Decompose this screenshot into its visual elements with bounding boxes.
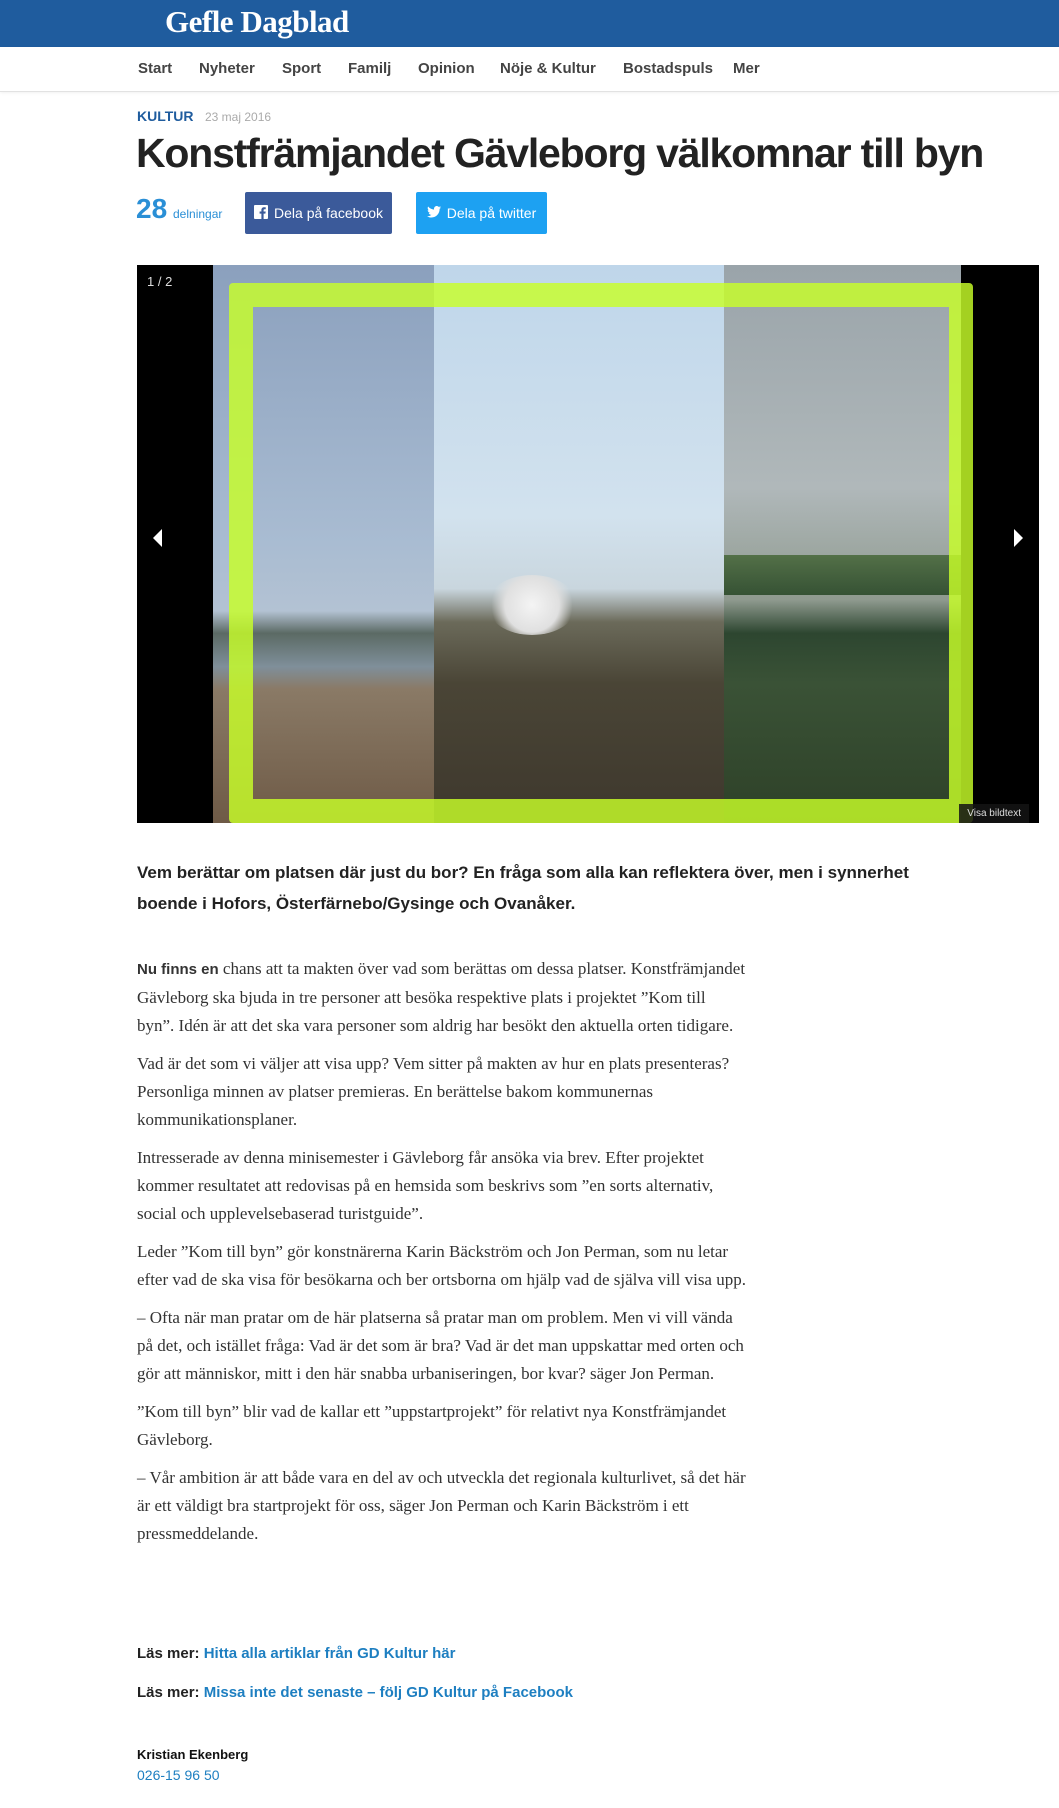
nav-item-opinion[interactable]: Opinion [418, 60, 475, 77]
facebook-icon [254, 205, 268, 222]
body-paragraph: ”Kom till byn” blir vad de kallar ett ”uppstartprojekt” för relativt nya Konstfrämjandet Gävleborg. [137, 1402, 727, 1449]
read-more-prefix: Läs mer: [137, 1684, 200, 1701]
main-nav [0, 47, 1059, 92]
body-paragraph: Vad är det som vi väljer att visa upp? Vem sitter på makten av hur en plats presenteras? Personliga minnen av platser premieras. En berättelse bakom kommunernas kommunikationsplaner. [137, 1054, 730, 1129]
article-title: Konstfrämjandet Gävleborg välkomnar till byn [136, 130, 984, 176]
gallery-counter: 1 / 2 [147, 274, 173, 289]
publish-date: 23 maj 2016 [205, 110, 272, 124]
arrow-right-icon [1013, 528, 1025, 553]
body-paragraph: – Vår ambition är att både vara en del av och utveckla det regionala kulturlivet, så det här är ett väldigt bra startprojekt för oss, säger Jon Perman och Karin Bäckström i ett pressmeddelande. [137, 1468, 746, 1543]
site-logo[interactable]: Gefle Dagblad [165, 4, 349, 39]
read-more-link-kultur[interactable]: Hitta alla artiklar från GD Kultur här [203, 1645, 456, 1662]
nav-item-mer[interactable]: Mer [733, 60, 760, 77]
nav-item-familj[interactable]: Familj [348, 60, 392, 77]
read-more-link-facebook[interactable]: Missa inte det senaste – följ GD Kultur på Facebook [203, 1684, 573, 1701]
section-label[interactable]: KULTUR [137, 108, 194, 124]
arrow-left-icon [151, 528, 163, 553]
read-more-facebook [137, 1684, 573, 1701]
author-name: Kristian Ekenberg [137, 1747, 249, 1762]
body-paragraph: Leder ”Kom till byn” gör konstnärerna Karin Bäckström och Jon Perman, som nu letar efter vad de ska visa för besökarna och ber ortsborna om hjälp vad de själva vill visa upp. [137, 1242, 746, 1289]
share-count-label: delningar [173, 207, 223, 221]
image-gallery[interactable] [137, 265, 1039, 823]
article-body [137, 955, 747, 1558]
share-twitter-label: Dela på twitter [446, 205, 537, 221]
gallery-next-button[interactable] [999, 515, 1039, 565]
body-paragraph-text: chans att ta makten över vad som berättas om dessa platser. Konstfrämjandet Gävleborg ska bjuda in tre personer att besöka respektive plats i projektet ”Kom till byn”. Idén är att det ska vara personer som aldrig har besökt den aktuella orten tidigare. [137, 959, 746, 1035]
body-paragraph [137, 955, 747, 1040]
article-lead: Vem berättar om platsen där just du bor? En fråga som alla kan reflektera över, men i synnerhet boende i Hofors, Österfärnebo/Gysinge och Ovanåker. [137, 863, 909, 913]
author-phone[interactable]: 026-15 96 50 [137, 1767, 220, 1783]
top-bar [0, 0, 1059, 47]
share-facebook-button[interactable] [245, 192, 392, 234]
nav-item-sport[interactable]: Sport [282, 60, 322, 77]
read-more-prefix: Läs mer: [137, 1645, 200, 1662]
nav-item-noje-kultur[interactable]: Nöje & Kultur [500, 60, 596, 77]
twitter-icon [427, 205, 441, 221]
share-facebook-label: Dela på facebook [274, 205, 383, 221]
intro-bold-words: Nu finns en [137, 961, 219, 978]
nav-item-bostadspuls[interactable]: Bostadspuls [623, 60, 714, 77]
body-paragraph: – Ofta när man pratar om de här platserna så pratar man om problem. Men vi vill vända på det, och istället fråga: Vad är det som är bra? Vad är det man uppskattar med orten och gör att människor, mitt i den här snabba urbaniseringen, bor kvar? säger Jon Perman. [137, 1308, 744, 1383]
share-count: 28 [136, 193, 168, 224]
show-caption-button[interactable]: Visa bildtext [959, 804, 1029, 823]
nav-item-nyheter[interactable]: Nyheter [199, 60, 255, 77]
read-more-kultur [137, 1645, 455, 1662]
nav-item-start[interactable]: Start [138, 60, 173, 77]
share-twitter-button[interactable] [416, 192, 547, 234]
body-paragraph: Intresserade av denna minisemester i Gävleborg får ansöka via brev. Efter projektet kommer resultatet att redovisas på en hemsida som beskrivs som ”en sorts alternativ, social och upplevelsebaserad turistguide”. [137, 1148, 714, 1223]
gallery-prev-button[interactable] [137, 515, 177, 565]
highlight-frame [229, 283, 973, 823]
